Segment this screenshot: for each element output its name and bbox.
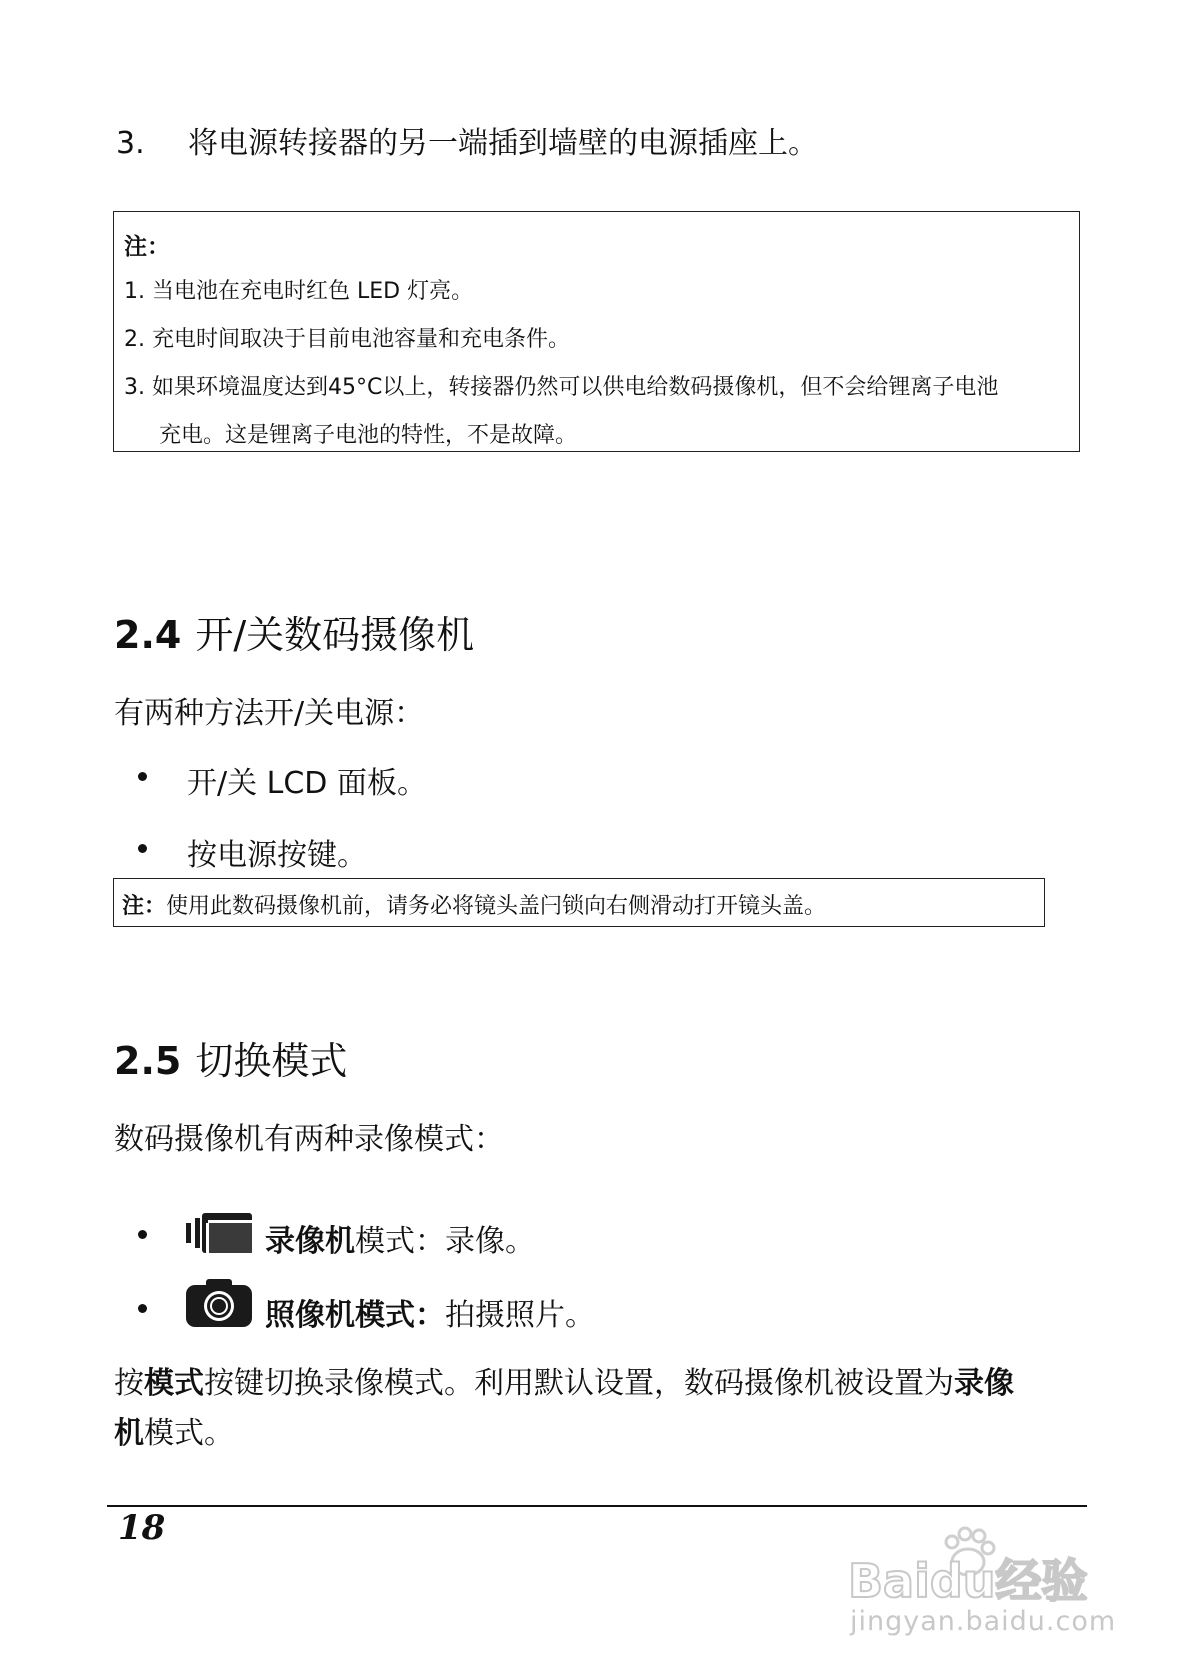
bullet-dot <box>138 1230 147 1239</box>
section-heading-2-4 <box>114 604 474 659</box>
svg-text:Baidu经验: Baidu经验 <box>848 1554 1088 1602</box>
note-title: 注： <box>124 234 170 260</box>
closing-bold-video-cont: 机 <box>114 1416 144 1451</box>
section-heading-2-5 <box>114 1030 347 1085</box>
step-3 <box>116 118 818 162</box>
closing-bold-video: 录像 <box>954 1366 1014 1401</box>
section-2-5-closing-line-2 <box>114 1408 234 1452</box>
closing-text: 按 <box>114 1366 144 1401</box>
mode-name-bold: 照像机模式： <box>265 1298 445 1333</box>
note-item-2: 2. 充电时间取决于目前电池容量和充电条件。 <box>124 327 570 352</box>
video-camera-icon <box>186 1213 252 1253</box>
section-number: 2.4 <box>114 613 182 657</box>
footer-rule <box>107 1505 1087 1507</box>
note-label: 注： <box>122 894 167 919</box>
note-text: 使用此数码摄像机前，请务必将镜头盖闩锁向右侧滑动打开镜头盖。 <box>166 894 827 919</box>
bullet-text: 按电源按键。 <box>187 838 367 873</box>
page-number: 18 <box>118 1508 166 1548</box>
bullet-dot <box>138 844 147 853</box>
bullet-text <box>265 1216 535 1260</box>
photo-camera-icon <box>186 1279 252 1327</box>
section-title: 切换模式 <box>195 1039 348 1083</box>
bullet-text <box>265 1290 595 1334</box>
note-item-3-cont: 充电。这是锂离子电池的特性，不是故障。 <box>159 423 578 448</box>
watermark-url: jingyan.baidu.com <box>850 1606 1117 1637</box>
mode-description: 拍摄照片。 <box>445 1298 595 1333</box>
section-number: 2.5 <box>114 1039 182 1083</box>
baidu-watermark-logo <box>848 1522 1138 1602</box>
note-item-1: 1. 当电池在充电时红色 LED 灯亮。 <box>124 279 474 304</box>
note-item-3: 3. 如果环境温度达到45°C以上，转接器仍然可以供电给数码摄像机，但不会给锂离子电池 <box>124 375 999 400</box>
closing-text: 按键切换录像模式。利用默认设置，数码摄像机被设置为 <box>204 1366 954 1401</box>
section-2-4-intro: 有两种方法开/关电源： <box>114 696 425 731</box>
bullet-dot <box>138 772 147 781</box>
note-box-lens-cover <box>113 878 1045 927</box>
step-text: 将电源转接器的另一端插到墙壁的电源插座上。 <box>188 126 818 161</box>
bullet-text: 开/关 LCD 面板。 <box>187 766 427 801</box>
section-2-5-closing-line-1 <box>114 1358 1014 1402</box>
section-2-5-intro: 数码摄像机有两种录像模式： <box>114 1122 504 1157</box>
section-title: 开/关数码摄像机 <box>195 613 475 657</box>
step-number: 3. <box>116 126 145 161</box>
mode-name-bold: 录像机 <box>265 1224 355 1259</box>
bullet-dot <box>138 1304 147 1313</box>
note-box-charging <box>113 211 1080 452</box>
closing-text: 模式。 <box>144 1416 234 1451</box>
mode-description: 模式：录像。 <box>355 1224 535 1259</box>
closing-bold-mode: 模式 <box>144 1366 204 1401</box>
